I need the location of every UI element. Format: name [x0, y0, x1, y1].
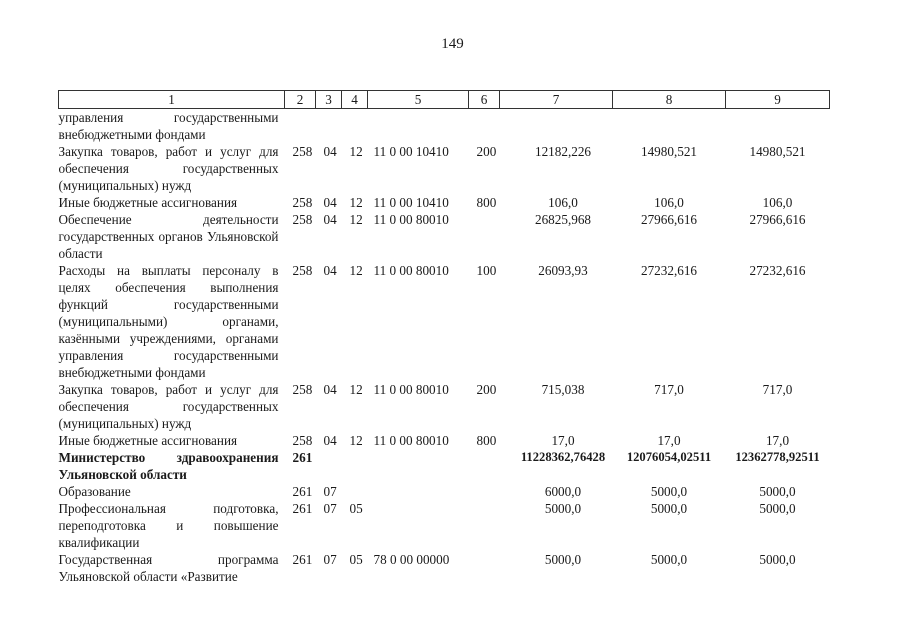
amount-year-2: 106,0 [654, 195, 684, 210]
section-code: 07 [323, 484, 337, 499]
amount-year-2: 5000,0 [650, 501, 688, 516]
admin-code: 258 [292, 382, 313, 397]
amount-year-3: 12362778,92511 [735, 450, 820, 464]
table-row [59, 381, 830, 432]
amount-year-1: 11228362,76428 [520, 450, 606, 464]
table-row [59, 449, 830, 483]
section-code: 04 [323, 212, 337, 227]
subsection-code: 05 [349, 552, 363, 567]
section-code [316, 449, 342, 483]
subsection-code: 12 [349, 433, 363, 448]
table-row [59, 211, 830, 262]
target-article-code: 11 0 00 80010 [373, 263, 449, 278]
column-header: 7 [500, 91, 613, 109]
amount-year-3: 5000,0 [759, 501, 796, 516]
table-row [59, 483, 830, 500]
subsection-code [342, 483, 368, 500]
expense-type-code: 100 [476, 263, 497, 278]
row-name: Образование [58, 484, 131, 499]
amount-year-2: 17,0 [657, 433, 681, 448]
budget-table [58, 90, 830, 585]
row-name: Закупка товаров, работ и услуг для обеспечения государственных (муниципальных) нужд [58, 382, 279, 431]
amount-year-3: 17,0 [765, 433, 790, 448]
section-code: 07 [323, 501, 337, 516]
target-article-code [368, 483, 469, 500]
expense-type-code [469, 211, 500, 262]
admin-code: 258 [292, 195, 313, 210]
target-article-code: 11 0 00 10410 [373, 195, 449, 210]
amount-year-3: 5000,0 [759, 484, 796, 499]
section-code: 04 [323, 382, 337, 397]
column-header: 4 [342, 91, 368, 109]
row-name: Иные бюджетные ассигнования [58, 433, 238, 448]
expense-type-code [469, 483, 500, 500]
subsection-code: 12 [349, 212, 363, 227]
target-article-code: 11 0 00 80010 [373, 212, 449, 227]
admin-code: 258 [292, 212, 313, 227]
table-body [59, 109, 830, 586]
admin-code: 261 [292, 552, 313, 567]
amount-year-3: 27966,616 [749, 212, 806, 227]
amount-year-3: 717,0 [762, 382, 793, 397]
page-number: 149 [441, 36, 464, 52]
column-header: 5 [368, 91, 469, 109]
amount-year-1: 5000,0 [544, 501, 582, 516]
admin-code: 258 [292, 263, 313, 278]
subsection-code: 05 [349, 501, 363, 516]
column-header: 8 [613, 91, 726, 109]
row-name: Расходы на выплаты персоналу в целях обеспечения выполнения функций государственными (муниципальными) органами, казёнными учреждениями, органами управления государственными внебюджетными фондами [58, 263, 279, 380]
admin-code [285, 109, 316, 144]
column-header: 6 [469, 91, 500, 109]
amount-year-2: 27966,616 [640, 212, 698, 227]
section-code: 04 [323, 144, 337, 159]
admin-code: 261 [292, 484, 313, 499]
column-header: 1 [59, 91, 285, 109]
amount-year-1: 17,0 [551, 433, 575, 448]
row-name: управления государственными внебюджетными фондами [58, 110, 279, 142]
expense-type-code: 200 [476, 144, 497, 159]
expense-type-code: 800 [476, 195, 497, 210]
table-row [59, 109, 830, 144]
table-row [59, 551, 830, 585]
table-row [59, 143, 830, 194]
target-article-code [368, 500, 469, 551]
expense-type-code [469, 449, 500, 483]
admin-code: 258 [292, 433, 313, 448]
section-code: 04 [323, 263, 337, 278]
amount-year-3: 5000,0 [759, 552, 796, 567]
subsection-code: 12 [349, 144, 363, 159]
amount-year-1: 5000,0 [544, 552, 582, 567]
amount-year-1: 106,0 [548, 195, 578, 210]
expense-type-code [469, 551, 500, 585]
amount-year-2: 27232,616 [640, 263, 698, 278]
expense-type-code: 800 [476, 433, 497, 448]
amount-year-2: 5000,0 [650, 484, 688, 499]
section-code [316, 109, 342, 144]
amount-year-2 [613, 109, 726, 144]
amount-year-3 [726, 109, 830, 144]
amount-year-2: 14980,521 [640, 144, 698, 159]
subsection-code: 12 [349, 195, 363, 210]
subsection-code [342, 449, 368, 483]
row-name: Государственная программа Ульяновской области «Развитие [58, 552, 279, 584]
row-name: Министерство здравоохранения Ульяновской области [58, 450, 279, 482]
admin-code: 261 [292, 450, 313, 465]
section-code: 04 [323, 195, 337, 210]
amount-year-1 [500, 109, 613, 144]
column-header: 2 [285, 91, 316, 109]
subsection-code [342, 109, 368, 144]
amount-year-1: 26093,93 [538, 263, 588, 278]
amount-year-2: 5000,0 [650, 552, 688, 567]
section-code: 04 [323, 433, 337, 448]
row-name: Профессиональная подготовка, переподготовка и повышение квалификации [58, 501, 279, 550]
target-article-code: 11 0 00 80010 [373, 433, 449, 448]
table-row [59, 262, 830, 381]
amount-year-1: 26825,968 [534, 212, 592, 227]
target-article-code: 78 0 00 00000 [373, 552, 450, 567]
expense-type-code [469, 500, 500, 551]
amount-year-2: 717,0 [654, 382, 684, 397]
target-article-code [368, 449, 469, 483]
expense-type-code: 200 [476, 382, 497, 397]
row-name: Обеспечение деятельности государственных органов Ульяновской области [58, 212, 279, 261]
target-article-code: 11 0 00 10410 [373, 144, 449, 159]
target-article-code [368, 109, 469, 144]
table-header-row [59, 91, 830, 109]
amount-year-3: 14980,521 [749, 144, 806, 159]
amount-year-1: 12182,226 [534, 144, 592, 159]
table-row [59, 432, 830, 449]
section-code: 07 [323, 552, 337, 567]
amount-year-2: 12076054,02511 [626, 450, 712, 464]
amount-year-1: 6000,0 [544, 484, 582, 499]
target-article-code: 11 0 00 80010 [373, 382, 449, 397]
amount-year-1: 715,038 [541, 382, 585, 397]
amount-year-3: 27232,616 [749, 263, 806, 278]
admin-code: 261 [292, 501, 313, 516]
subsection-code: 12 [349, 382, 363, 397]
column-header: 3 [316, 91, 342, 109]
expense-type-code [469, 109, 500, 144]
row-name: Закупка товаров, работ и услуг для обеспечения государственных (муниципальных) нужд [58, 144, 279, 193]
admin-code: 258 [292, 144, 313, 159]
table-row [59, 194, 830, 211]
subsection-code: 12 [349, 263, 363, 278]
amount-year-3: 106,0 [762, 195, 793, 210]
column-header: 9 [726, 91, 830, 109]
row-name: Иные бюджетные ассигнования [58, 195, 238, 210]
table-row [59, 500, 830, 551]
